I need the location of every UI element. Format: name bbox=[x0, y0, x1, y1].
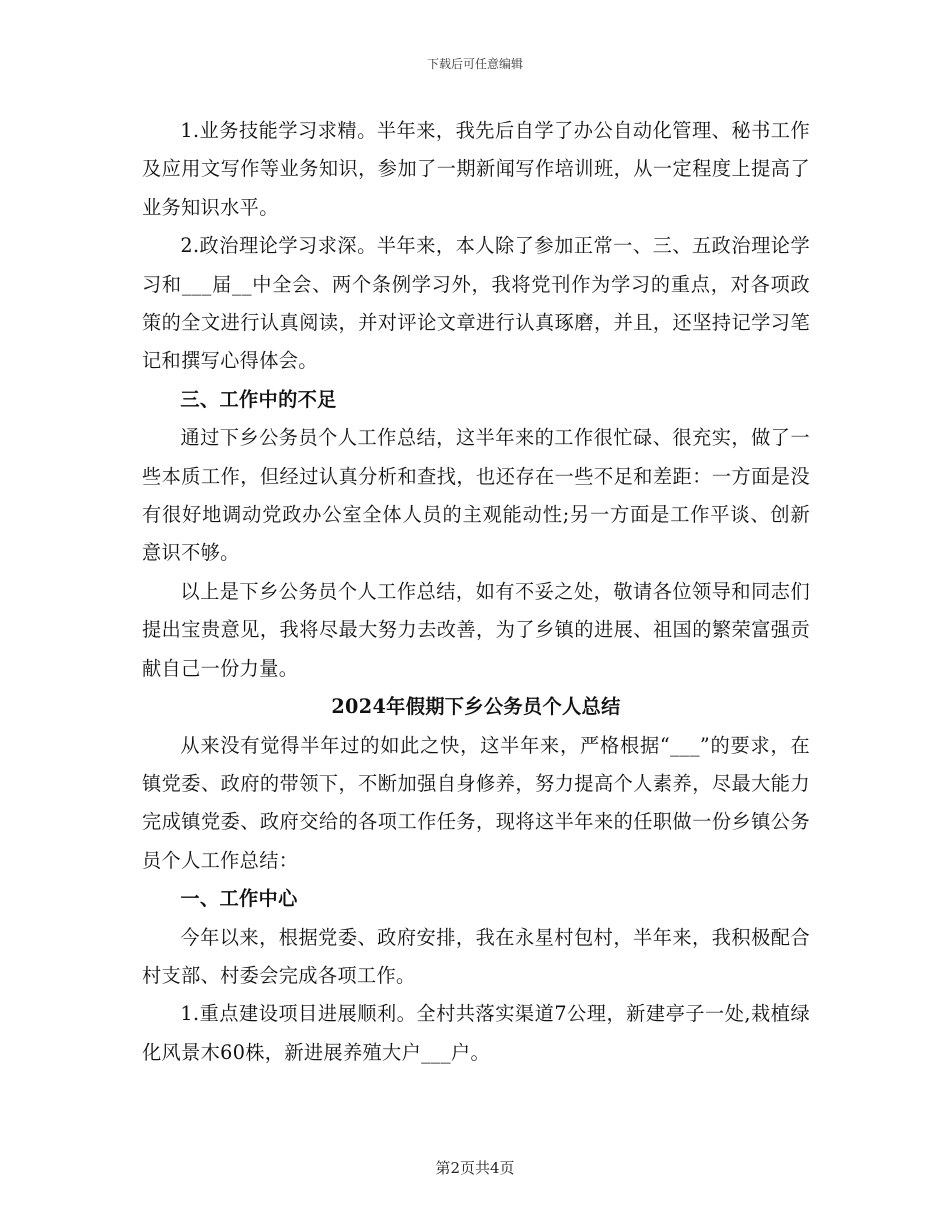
paragraph-intro: 从来没有觉得半年过的如此之快，这半年来，严格根据“___”的要求，在镇党委、政府的带领下，不断加强自身修养，努力提高个人素养，尽最大能力完成镇党委、政府交给的各项工作任务，现将这半年来的任职做一份乡镇公务员个人工作总结： bbox=[142, 733, 810, 872]
paragraph-shortcomings: 通过下乡公务员个人工作总结，这半年来的工作很忙碌、很充实，做了一些本质工作，但经过认真分析和查找，也还存在一些不足和差距：一方面是没有很好地调动党政办公室全体人员的主观能动性;另一方面是工作平谈、创新意识不够。 bbox=[142, 426, 810, 565]
paragraph-closing: 以上是下乡公务员个人工作总结，如有不妥之处，敬请各位领导和同志们提出宝贵意见，我将尽最大努力去改善，为了乡镇的进展、祖国的繁荣富强贡献自己一份力量。 bbox=[142, 579, 810, 680]
section-heading-shortcomings: 三、工作中的不足 bbox=[180, 387, 337, 411]
paragraph-political-theory: 2.政治理论学习求深。半年来，本人除了参加正常一、三、五政治理论学习和___届__中全会、两个条例学习外，我将党刊作为学习的重点，对各项政策的全文进行认真阅读，并对评论文章进行认真琢磨，并且，还坚持记学习笔记和撰写心得体会。 bbox=[142, 234, 810, 373]
paragraph-village-work: 今年以来，根据党委、政府安排，我在永星村包村，半年来，我积极配合村支部、村委会完成各项工作。 bbox=[142, 925, 810, 987]
page-footer: 第2页共4页 bbox=[435, 1159, 515, 1177]
page-header: 下载后可任意编辑 bbox=[426, 57, 523, 71]
paragraph-key-projects: 1.重点建设项目进展顺利。全村共落实渠道7公理，新建亭子一处,栽植绿化风景木60株，新进展养殖大户___户。 bbox=[142, 1002, 810, 1064]
document-title: 2024年假期下乡公务员个人总结 bbox=[331, 695, 621, 719]
section-heading-work-focus: 一、工作中心 bbox=[180, 887, 298, 911]
document-body bbox=[142, 112, 810, 1072]
paragraph-business-skills: 1.业务技能学习求精。半年来，我先后自学了办公自动化管理、秘书工作及应用文写作等业务知识，参加了一期新闻写作培训班，从一定程度上提高了业务知识水平。 bbox=[142, 119, 810, 219]
